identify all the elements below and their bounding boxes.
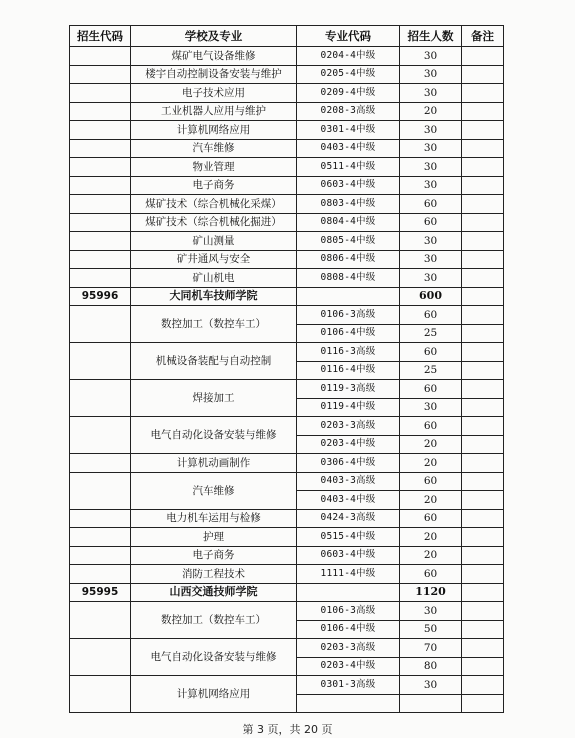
- page-footer: 第 3 页，共 20 页: [242, 723, 333, 736]
- enrollment-count-cell: 60: [400, 213, 462, 232]
- major-name-cell: 数控加工（数控车工）: [131, 306, 297, 343]
- major-name-cell: 汽车维修: [131, 139, 297, 158]
- school-name-cell: 山西交通技师学院: [131, 583, 297, 602]
- major-code-cell: 0403-4中级: [297, 491, 400, 510]
- enrollment-count-cell: 20: [400, 102, 462, 121]
- enrollment-count-cell: 30: [400, 65, 462, 84]
- enrollment-count-cell: 30: [400, 250, 462, 269]
- major-name-cell: 煤矿技术（综合机械化采煤）: [131, 195, 297, 214]
- enrollment-count-cell: 50: [400, 620, 462, 639]
- remarks-cell: [462, 195, 504, 214]
- enrollment-count-cell: 30: [400, 176, 462, 195]
- major-code-cell: 0806-4中级: [297, 250, 400, 269]
- major-code-cell: 0106-4中级: [297, 324, 400, 343]
- major-row: [70, 306, 504, 325]
- major-name-cell: 机械设备装配与自动控制: [131, 343, 297, 380]
- remarks-cell: [462, 546, 504, 565]
- enrollment-code-cell: [70, 47, 131, 66]
- major-code-cell: [297, 694, 400, 713]
- remarks-cell: [462, 139, 504, 158]
- major-name-cell: 计算机网络应用: [131, 676, 297, 713]
- remarks-cell: [462, 491, 504, 510]
- major-row: [70, 269, 504, 288]
- enrollment-code-cell: [70, 546, 131, 565]
- major-code-cell: 0511-4中级: [297, 158, 400, 177]
- major-code-cell: 0403-4中级: [297, 139, 400, 158]
- major-row: [70, 602, 504, 621]
- remarks-cell: [462, 287, 504, 306]
- major-name-cell: 物业管理: [131, 158, 297, 177]
- header-major-code: 专业代码: [297, 26, 400, 47]
- major-name-cell: 煤矿电气设备维修: [131, 47, 297, 66]
- remarks-cell: [462, 509, 504, 528]
- enrollment-count-cell: 25: [400, 361, 462, 380]
- header-school-and-major: 学校及专业: [131, 26, 297, 47]
- major-code-cell: 0203-4中级: [297, 435, 400, 454]
- enrollment-code-cell: [70, 158, 131, 177]
- remarks-cell: [462, 583, 504, 602]
- enrollment-code-cell: [70, 102, 131, 121]
- enrollment-count-cell: 30: [400, 676, 462, 695]
- enrollment-count-cell: 600: [400, 287, 462, 306]
- major-row: [70, 102, 504, 121]
- enrollment-code-cell: [70, 121, 131, 140]
- enrollment-code-cell: [70, 417, 131, 454]
- remarks-cell: [462, 361, 504, 380]
- major-row: [70, 213, 504, 232]
- remarks-cell: [462, 84, 504, 103]
- enrollment-count-cell: 60: [400, 343, 462, 362]
- major-name-cell: 电子商务: [131, 546, 297, 565]
- major-code-cell: 0301-4中级: [297, 121, 400, 140]
- table-body: [70, 47, 504, 713]
- enrollment-count-cell: 30: [400, 232, 462, 251]
- major-code-cell: 0603-4中级: [297, 176, 400, 195]
- remarks-cell: [462, 269, 504, 288]
- remarks-cell: [462, 306, 504, 325]
- school-row: [70, 583, 504, 602]
- major-code-cell: 0424-3高级: [297, 509, 400, 528]
- remarks-cell: [462, 380, 504, 399]
- enrollment-code-cell: [70, 65, 131, 84]
- major-name-cell: 电力机车运用与检修: [131, 509, 297, 528]
- enrollment-code-cell: [70, 306, 131, 343]
- enrollment-code-cell: [70, 528, 131, 547]
- major-row: [70, 676, 504, 695]
- enrollment-code-cell: [70, 269, 131, 288]
- remarks-cell: [462, 102, 504, 121]
- major-name-cell: 电子技术应用: [131, 84, 297, 103]
- major-code-cell: 0306-4中级: [297, 454, 400, 473]
- major-row: [70, 380, 504, 399]
- major-row: [70, 65, 504, 84]
- remarks-cell: [462, 639, 504, 658]
- major-name-cell: 汽车维修: [131, 472, 297, 509]
- major-row: [70, 84, 504, 103]
- remarks-cell: [462, 602, 504, 621]
- major-row: [70, 546, 504, 565]
- major-row: [70, 509, 504, 528]
- major-code-cell: 0106-3高级: [297, 306, 400, 325]
- remarks-cell: [462, 472, 504, 491]
- major-row: [70, 158, 504, 177]
- major-row: [70, 472, 504, 491]
- remarks-cell: [462, 435, 504, 454]
- remarks-cell: [462, 676, 504, 695]
- enrollment-table: [69, 25, 504, 713]
- major-name-cell: 消防工程技术: [131, 565, 297, 584]
- major-row: [70, 639, 504, 658]
- major-code-cell: 0203-3高级: [297, 417, 400, 436]
- enrollment-count-cell: 70: [400, 639, 462, 658]
- major-row: [70, 343, 504, 362]
- enrollment-count-cell: 30: [400, 139, 462, 158]
- major-row: [70, 47, 504, 66]
- enrollment-code-cell: [70, 84, 131, 103]
- major-code-cell: 0808-4中级: [297, 269, 400, 288]
- enrollment-count-cell: 25: [400, 324, 462, 343]
- major-name-cell: 护理: [131, 528, 297, 547]
- enrollment-count-cell: 80: [400, 657, 462, 676]
- major-name-cell: 矿井通风与安全: [131, 250, 297, 269]
- enrollment-count-cell: [400, 694, 462, 713]
- header-enrollment-code: 招生代码: [70, 26, 131, 47]
- major-name-cell: 计算机动画制作: [131, 454, 297, 473]
- enrollment-count-cell: 60: [400, 417, 462, 436]
- remarks-cell: [462, 121, 504, 140]
- remarks-cell: [462, 158, 504, 177]
- enrollment-code-cell: [70, 509, 131, 528]
- enrollment-count-cell: 20: [400, 546, 462, 565]
- enrollment-count-cell: 30: [400, 602, 462, 621]
- major-name-cell: 电气自动化设备安装与维修: [131, 639, 297, 676]
- remarks-cell: [462, 417, 504, 436]
- school-row: [70, 287, 504, 306]
- major-name-cell: 计算机网络应用: [131, 121, 297, 140]
- major-code-cell: 0203-3高级: [297, 639, 400, 658]
- enrollment-code-cell: [70, 232, 131, 251]
- enrollment-code-cell: [70, 472, 131, 509]
- school-name-cell: 大同机车技师学院: [131, 287, 297, 306]
- enrollment-count-cell: 20: [400, 491, 462, 510]
- major-row: [70, 121, 504, 140]
- major-row: [70, 454, 504, 473]
- remarks-cell: [462, 620, 504, 639]
- enrollment-code-cell: [70, 639, 131, 676]
- remarks-cell: [462, 232, 504, 251]
- major-code-cell: [297, 287, 400, 306]
- major-code-cell: 0603-4中级: [297, 546, 400, 565]
- major-row: [70, 139, 504, 158]
- enrollment-code-cell: [70, 176, 131, 195]
- enrollment-count-cell: 30: [400, 84, 462, 103]
- enrollment-code-cell: [70, 250, 131, 269]
- enrollment-code-cell: [70, 195, 131, 214]
- major-row: [70, 195, 504, 214]
- header-enrollment-count: 招生人数: [400, 26, 462, 47]
- major-name-cell: 焊接加工: [131, 380, 297, 417]
- major-row: [70, 565, 504, 584]
- major-row: [70, 232, 504, 251]
- major-row: [70, 250, 504, 269]
- remarks-cell: [462, 528, 504, 547]
- major-row: [70, 176, 504, 195]
- major-name-cell: 矿山测量: [131, 232, 297, 251]
- major-code-cell: 0804-4中级: [297, 213, 400, 232]
- enrollment-count-cell: 30: [400, 398, 462, 417]
- major-code-cell: 0515-4中级: [297, 528, 400, 547]
- major-name-cell: 电气自动化设备安装与维修: [131, 417, 297, 454]
- enrollment-code-cell: [70, 139, 131, 158]
- enrollment-count-cell: 20: [400, 435, 462, 454]
- enrollment-code-cell: [70, 380, 131, 417]
- enrollment-count-cell: 30: [400, 121, 462, 140]
- enrollment-code-cell: [70, 565, 131, 584]
- enrollment-count-cell: 20: [400, 528, 462, 547]
- major-code-cell: 0106-4中级: [297, 620, 400, 639]
- remarks-cell: [462, 454, 504, 473]
- major-name-cell: 矿山机电: [131, 269, 297, 288]
- enrollment-code-cell: [70, 676, 131, 713]
- remarks-cell: [462, 65, 504, 84]
- major-code-cell: 0301-3高级: [297, 676, 400, 695]
- remarks-cell: [462, 324, 504, 343]
- enrollment-code-cell: [70, 343, 131, 380]
- major-code-cell: 0203-4中级: [297, 657, 400, 676]
- table-header-row: [70, 26, 504, 47]
- enrollment-count-cell: 30: [400, 47, 462, 66]
- remarks-cell: [462, 694, 504, 713]
- major-code-cell: 0403-3高级: [297, 472, 400, 491]
- enrollment-count-cell: 30: [400, 269, 462, 288]
- remarks-cell: [462, 250, 504, 269]
- major-name-cell: 煤矿技术（综合机械化掘进）: [131, 213, 297, 232]
- major-name-cell: 楼宇自动控制设备安装与维护: [131, 65, 297, 84]
- enrollment-code-cell: [70, 454, 131, 473]
- enrollment-count-cell: 30: [400, 158, 462, 177]
- enrollment-code-cell: [70, 213, 131, 232]
- major-row: [70, 528, 504, 547]
- enrollment-count-cell: 60: [400, 306, 462, 325]
- school-code-cell: 95996: [70, 287, 131, 306]
- enrollment-count-cell: 60: [400, 195, 462, 214]
- major-code-cell: 0119-4中级: [297, 398, 400, 417]
- school-code-cell: 95995: [70, 583, 131, 602]
- enrollment-count-cell: 20: [400, 454, 462, 473]
- major-code-cell: 0805-4中级: [297, 232, 400, 251]
- major-code-cell: 0119-3高级: [297, 380, 400, 399]
- header-remarks: 备注: [462, 26, 504, 47]
- major-row: [70, 417, 504, 436]
- major-code-cell: 0205-4中级: [297, 65, 400, 84]
- enrollment-code-cell: [70, 602, 131, 639]
- major-name-cell: 数控加工（数控车工）: [131, 602, 297, 639]
- enrollment-count-cell: 1120: [400, 583, 462, 602]
- enrollment-count-cell: 60: [400, 565, 462, 584]
- major-code-cell: [297, 583, 400, 602]
- remarks-cell: [462, 176, 504, 195]
- remarks-cell: [462, 213, 504, 232]
- remarks-cell: [462, 398, 504, 417]
- remarks-cell: [462, 47, 504, 66]
- enrollment-count-cell: 60: [400, 472, 462, 491]
- major-code-cell: 1111-4中级: [297, 565, 400, 584]
- remarks-cell: [462, 343, 504, 362]
- remarks-cell: [462, 657, 504, 676]
- enrollment-count-cell: 60: [400, 509, 462, 528]
- major-name-cell: 工业机器人应用与维护: [131, 102, 297, 121]
- remarks-cell: [462, 565, 504, 584]
- major-code-cell: 0209-4中级: [297, 84, 400, 103]
- major-code-cell: 0204-4中级: [297, 47, 400, 66]
- major-code-cell: 0116-4中级: [297, 361, 400, 380]
- major-code-cell: 0208-3高级: [297, 102, 400, 121]
- major-code-cell: 0116-3高级: [297, 343, 400, 362]
- major-code-cell: 0803-4中级: [297, 195, 400, 214]
- enrollment-count-cell: 60: [400, 380, 462, 399]
- major-name-cell: 电子商务: [131, 176, 297, 195]
- major-code-cell: 0106-3高级: [297, 602, 400, 621]
